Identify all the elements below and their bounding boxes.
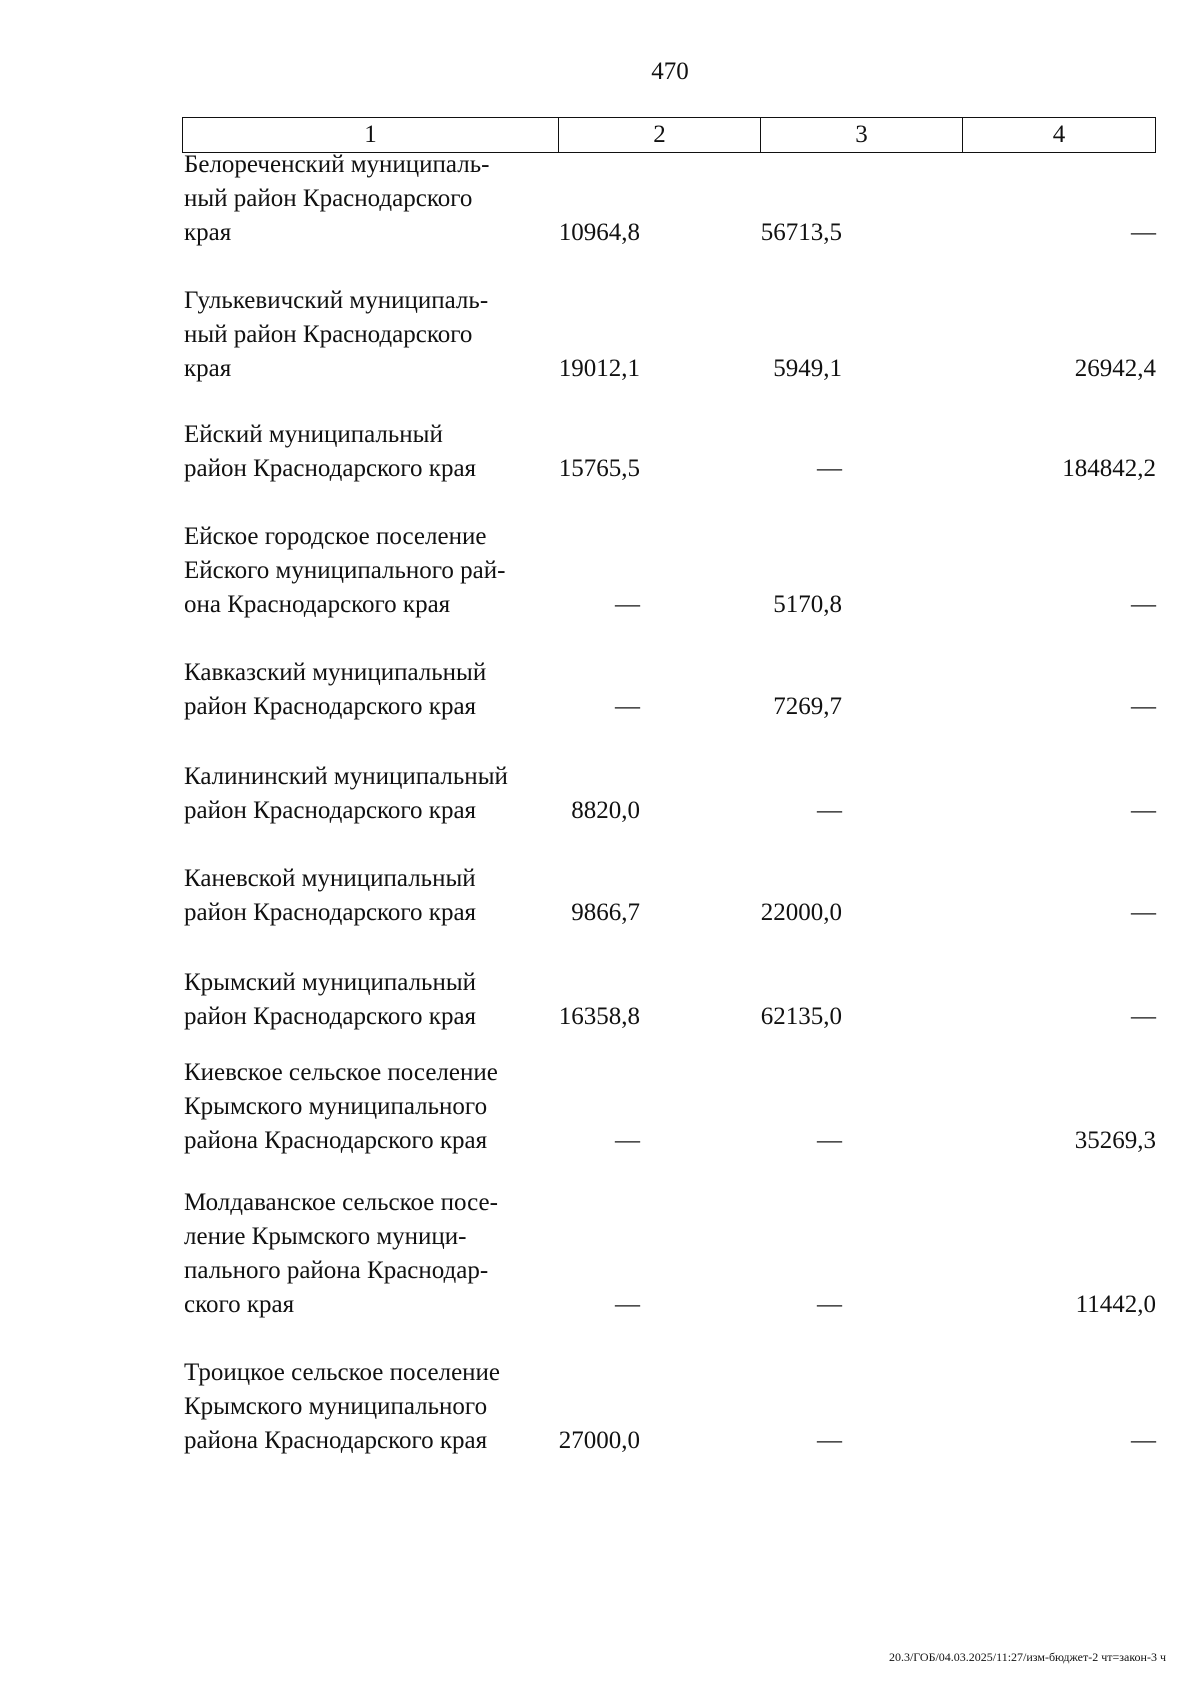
row-name: Троицкое сельское поселение Крымского муниципального района Краснодарского края: [184, 1359, 501, 1454]
page-number: 470: [651, 58, 689, 85]
row-value-col-2: 16358,8: [558, 1003, 640, 1030]
row-name: Белореченский муниципаль- ный район Краснодарского края: [184, 151, 490, 246]
row-value-col-3: 7269,7: [773, 693, 842, 720]
row-value-col-4: 184842,2: [1062, 455, 1156, 482]
row-value-col-2: —: [615, 1291, 640, 1318]
row-value-col-3: 5170,8: [773, 591, 842, 618]
row-name: Ейский муниципальный район Краснодарского края: [184, 421, 477, 482]
header-col-4: 4: [1052, 121, 1066, 148]
row-value-col-4: —: [1131, 797, 1156, 824]
row-value-col-3: —: [817, 797, 842, 824]
header-col-3: 3: [761, 118, 963, 152]
row-value-col-4: —: [1131, 899, 1156, 926]
row-value-col-3: 62135,0: [760, 1003, 842, 1030]
row-value-col-3: 22000,0: [760, 899, 842, 926]
header-col-2: 2: [559, 118, 761, 152]
row-name: Каневской муниципальный район Краснодарского края: [184, 865, 477, 926]
row-name: Кавказский муниципальный район Краснодарского края: [184, 659, 487, 720]
row-name: Крымский муниципальный район Краснодарского края: [184, 969, 477, 1030]
row-value-col-2: 10964,8: [558, 219, 640, 246]
row-value-col-2: 19012,1: [558, 355, 640, 382]
row-value-col-2: 15765,5: [558, 455, 640, 482]
row-value-col-4: —: [1131, 1427, 1156, 1454]
document-footer: 20.3/ГОБ/04.03.2025/11:27/изм-бюджет-2 чт=закон-3 ч: [888, 1650, 1166, 1664]
row-name: Киевское сельское поселение Крымского муниципального района Краснодарского края: [184, 1059, 498, 1154]
row-value-col-2: 8820,0: [571, 797, 640, 824]
row-value-col-3: —: [817, 1291, 842, 1318]
row-name: Калининский муниципальный район Краснодарского края: [184, 763, 508, 824]
row-value-col-3: 5949,1: [773, 355, 842, 382]
row-value-col-3: —: [817, 455, 842, 482]
header-col-1: 1: [183, 118, 559, 152]
row-value-col-2: 9866,7: [571, 899, 640, 926]
row-value-col-2: 27000,0: [558, 1427, 640, 1454]
row-value-col-4: —: [1131, 219, 1156, 246]
row-value-col-2: —: [615, 1127, 640, 1154]
row-value-col-4: —: [1131, 1003, 1156, 1030]
row-value-col-3: —: [817, 1427, 842, 1454]
row-name: Гулькевичский муниципаль- ный район Краснодарского края: [184, 287, 489, 382]
row-name: Молдаванское сельское посе- ление Крымского муници- пального района Краснодар- ского края: [184, 1189, 498, 1318]
row-value-col-3: —: [817, 1127, 842, 1154]
row-value-col-4: 26942,4: [1074, 355, 1156, 382]
row-value-col-4: —: [1131, 591, 1156, 618]
row-value-col-4: —: [1131, 693, 1156, 720]
row-value-col-3: 56713,5: [760, 219, 842, 246]
row-name: Ейское городское поселение Ейского муниципального рай- она Краснодарского края: [184, 523, 506, 618]
row-value-col-4: 35269,3: [1074, 1127, 1156, 1154]
row-value-col-2: —: [615, 591, 640, 618]
row-value-col-2: —: [615, 693, 640, 720]
row-value-col-4: 11442,0: [1075, 1291, 1156, 1318]
